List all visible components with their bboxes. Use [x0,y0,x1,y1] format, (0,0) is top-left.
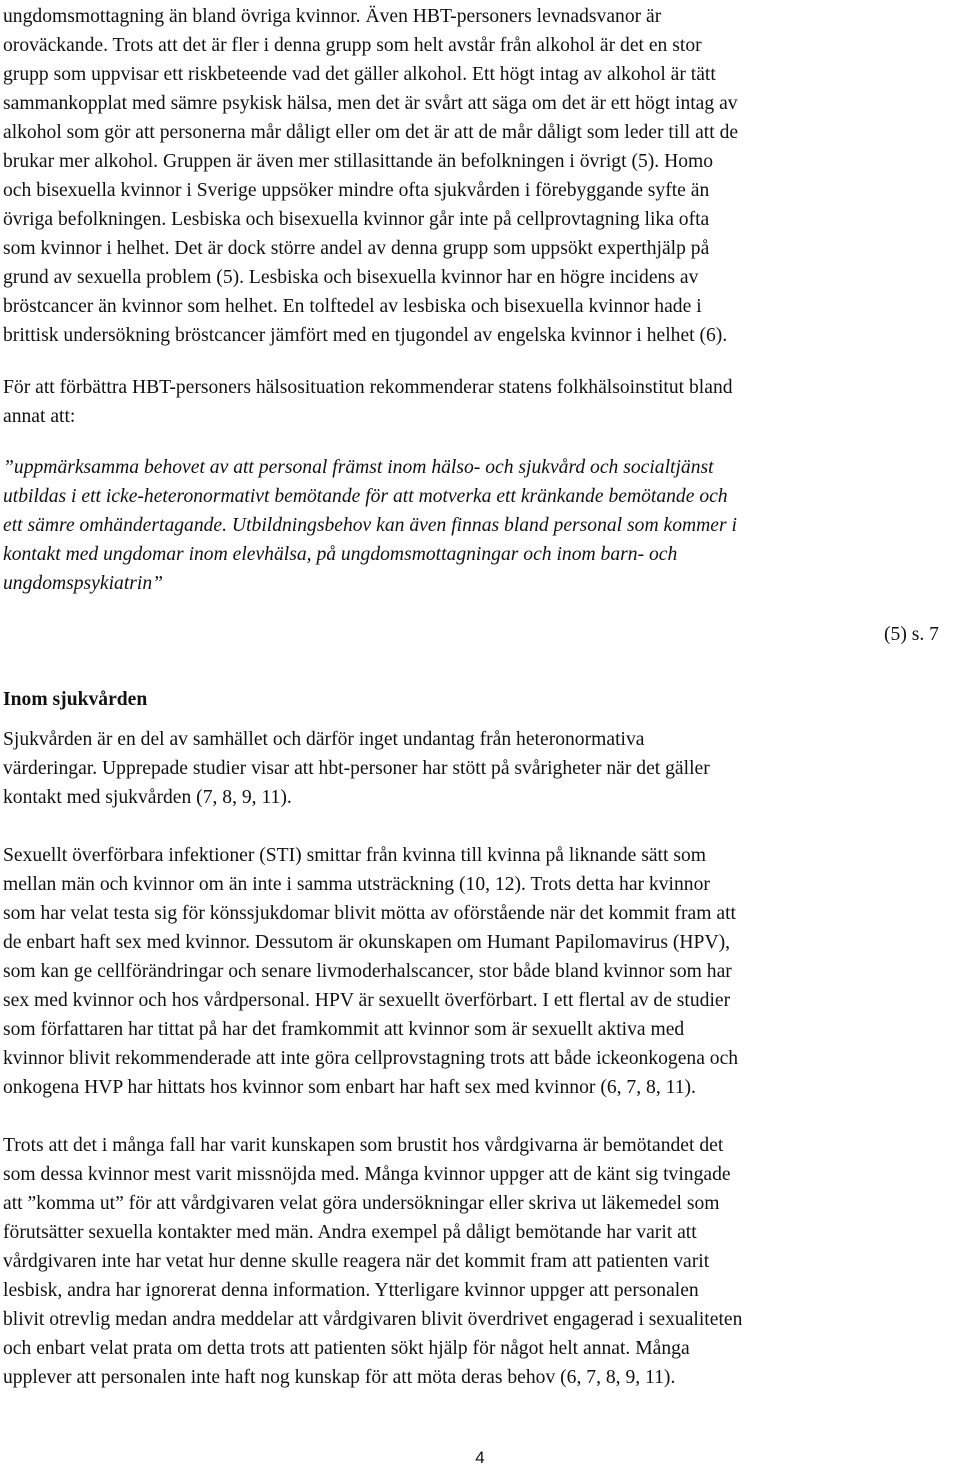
text-line: och bisexuella kvinnor i Sverige uppsöker mindre ofta sjukvården i förebyggande syfte än [3,180,710,201]
quote-citation: (5) s. 7 [884,624,939,645]
text-line: onkogena HVP har hittats hos kvinnor som enbart har haft sex med kvinnor (6, 7, 8, 11). [3,1077,696,1098]
text-line: värderingar. Upprepade studier visar att hbt-personer har stött på svårigheter när det gäller [3,758,710,779]
quote-line: utbildas i ett icke-heteronormativt bemötande för att motverka ett kränkande bemötande och [3,486,728,507]
text-line: övriga befolkningen. Lesbiska och bisexuella kvinnor går inte på cellprovtagning lika ofta [3,209,710,230]
text-line: Sexuellt överförbara infektioner (STI) smittar från kvinna till kvinna på liknande sätt som [3,845,707,866]
text-line: mellan män och kvinnor om än inte i samma utsträckning (10, 12). Trots detta har kvinnor [3,874,710,895]
block-quote [3,453,958,598]
text-line: annat att: [3,406,76,427]
quote-line: kontakt med ungdomar inom elevhälsa, på ungdomsmottagningar och inom barn- och [3,544,678,565]
text-line: som kvinnor i helhet. Det är dock större andel av denna grupp som uppsökt experthjälp på [3,238,710,259]
text-line: förutsätter sexuella kontakter med män. Andra exempel på dåligt bemötande har varit att [3,1222,697,1243]
text-line: blivit otrevlig medan andra meddelar att vårdgivaren blivit överdrivet engagerad i sexualiteten [3,1309,743,1330]
text-line: lesbisk, andra har ignorerat denna information. Ytterligare kvinnor uppger att personalen [3,1280,699,1301]
section-heading: Inom sjukvården [3,689,148,711]
text-line: brittisk undersökning bröstcancer jämfört med en tjugondel av engelska kvinnor i helhet (6). [3,325,728,346]
text-line: kontakt med sjukvården (7, 8, 9, 11). [3,787,292,808]
quote-line: ett sämre omhändertagande. Utbildningsbehov kan även finnas bland personal som kommer i [3,515,737,536]
paragraph-sti-hpv [3,841,958,1102]
text-line: upplever att personalen inte haft nog kunskap för att möta deras behov (6, 7, 8, 9, 11). [3,1367,676,1388]
text-line: För att förbättra HBT-personers hälsosituation rekommenderar statens folkhälsoinstitut bland [3,377,733,398]
text-line: att ”komma ut” för att vårdgivaren velat göra undersökningar eller skriva ut läkemedel som [3,1193,720,1214]
text-line: vårdgivaren inte har vetat hur denne skulle reagera när det kommit fram att patienten varit [3,1251,710,1272]
text-line: oroväckande. Trots att det är fler i denna grupp som helt avstår från alkohol är det en stor [3,35,702,56]
text-line: Trots att det i många fall har varit kunskapen som brustit hos vårdgivarna är bemötandet det [3,1135,724,1156]
text-line: som dessa kvinnor mest varit missnöjda med. Många kvinnor uppger att de känt sig tvingade [3,1164,731,1185]
paragraph-alcohol-health [3,2,958,350]
quote-line: ungdomspsykiatrin” [3,573,164,594]
quote-line: ”uppmärksamma behovet av att personal främst inom hälso- och sjukvård och socialtjänst [3,457,714,478]
text-line: brukar mer alkohol. Gruppen är även mer stillasittande än befolkningen i övrigt (5). Homo [3,151,714,172]
text-line: sex med kvinnor och hos vårdpersonal. HPV är sexuellt överförbart. I ett flertal av de studier [3,990,731,1011]
text-line: som kan ge cellförändringar och senare livmoderhalscancer, stor både bland kvinnor som har [3,961,732,982]
text-line: som har velat testa sig för könssjukdomar blivit mötta av oförstående när det kommit fram att [3,903,736,924]
text-line: grund av sexuella problem (5). Lesbiska och bisexuella kvinnor har en högre incidens av [3,267,699,288]
text-line: bröstcancer än kvinnor som helhet. En tolftedel av lesbiska och bisexuella kvinnor hade i [3,296,702,317]
paragraph-recommendation-intro [3,373,958,431]
paragraph-treatment-experiences [3,1131,958,1392]
text-line: Sjukvården är en del av samhället och därför inget undantag från heteronormativa [3,729,645,750]
text-line: som författaren har tittat på har det framkommit att kvinnor som är sexuellt aktiva med [3,1019,685,1040]
text-line: sammankopplat med sämre psykisk hälsa, men det är svårt att säga om det är ett högt intag av [3,93,738,114]
text-line: ungdomsmottagning än bland övriga kvinnor. Även HBT-personers levnadsvanor är [3,6,662,27]
text-line: grupp som uppvisar ett riskbeteende vad det gäller alkohol. Ett högt intag av alkohol är tätt [3,64,716,85]
text-line: alkohol som gör att personerna mår dåligt eller om det är att de mår dåligt som leder till att de [3,122,739,143]
paragraph-healthcare-norms [3,725,958,812]
page-number: 4 [475,1448,485,1467]
text-line: de enbart haft sex med kvinnor. Dessutom är okunskapen om Humant Papilomavirus (HPV), [3,932,731,953]
text-line: och enbart velat prata om detta trots att patienten sökt hjälp för något helt annat. Många [3,1338,690,1359]
text-line: kvinnor blivit rekommenderade att inte göra cellprovstagning trots att både ickeonkogena och [3,1048,739,1069]
